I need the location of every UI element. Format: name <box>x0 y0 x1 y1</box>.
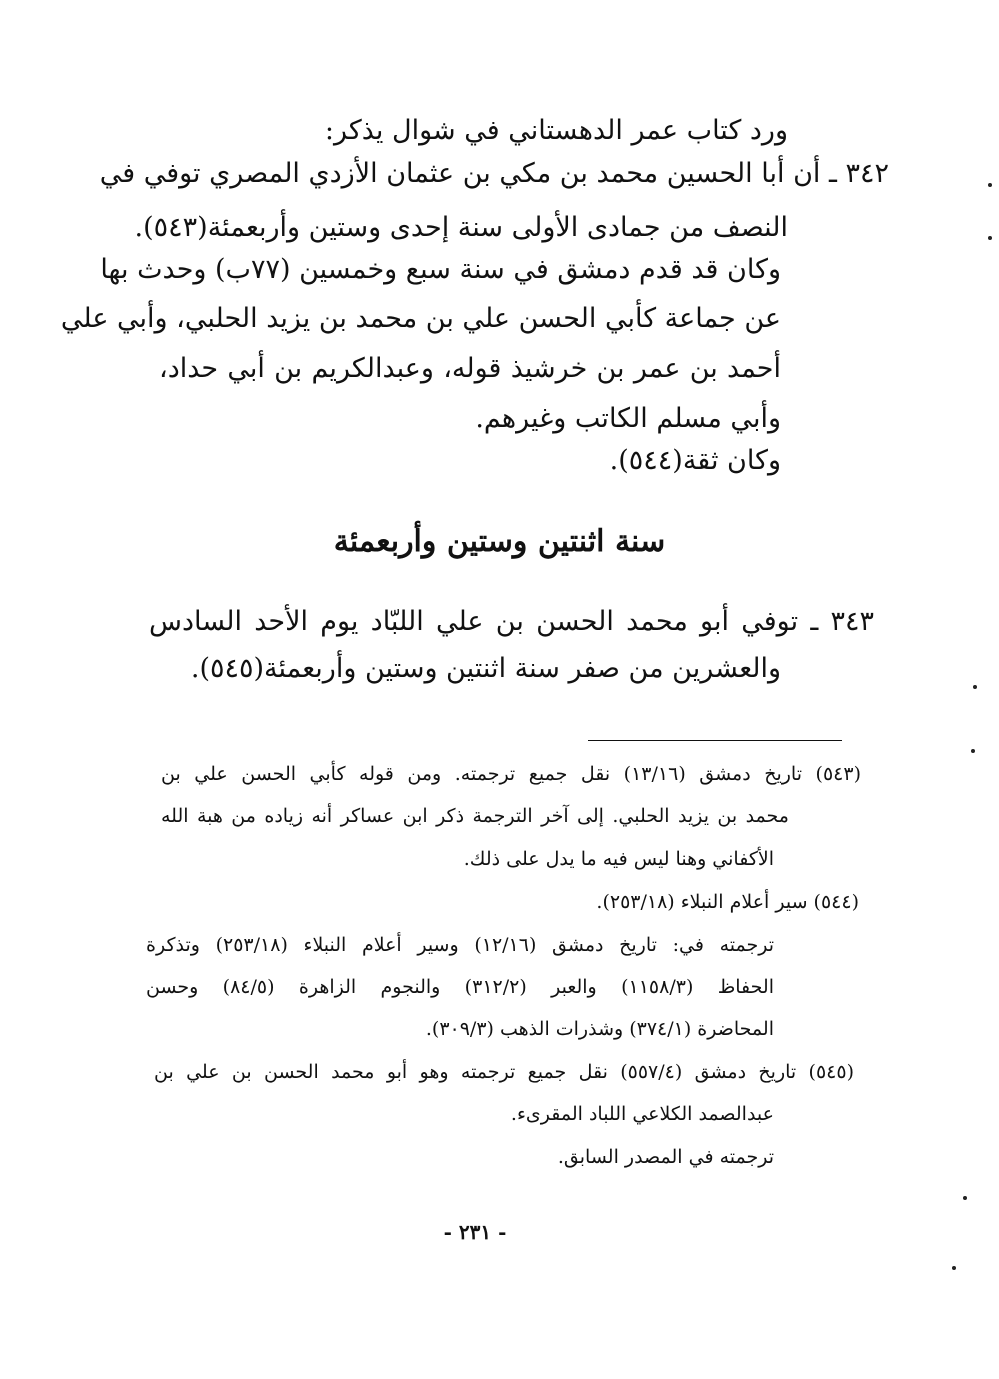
main-text-line-7: وأبي مسلم الكاتب وغيرهم. <box>475 403 781 434</box>
main-text-line-5: عن جماعة كأبي الحسن علي بن محمد بن يزيد الحلبي، وأبي علي <box>60 303 781 334</box>
scan-speck <box>988 183 992 187</box>
section-text-line-1: ٣٤٣ ـ توفي أبو محمد الحسن بن علي اللبّاد يوم الأحد السادس <box>149 606 874 637</box>
scan-speck <box>971 749 975 753</box>
main-text-line-1: ورد كتاب عمر الدهستاني في شوال يذكر: <box>324 115 788 146</box>
footnote-line-10: ترجمته في المصدر السابق. <box>557 1146 774 1168</box>
footnote-line-9: عبدالصمد الكلاعي اللباد المقرىء. <box>510 1103 774 1125</box>
main-text-line-2: ٣٤٢ ـ أن أبا الحسين محمد بن مكي بن عثمان الأزدي المصري توفي في <box>99 158 889 189</box>
footnote-line-5: ترجمته في: تاريخ دمشق (١٢/١٦) وسير أعلام النبلاء (٢٥٣/١٨) وتذكرة <box>146 934 774 956</box>
page-number: - ٢٣١ - <box>443 1220 507 1244</box>
section-heading: سنة اثنتين وستين وأربعمئة <box>333 524 666 559</box>
footnote-separator <box>588 740 842 741</box>
scan-speck <box>952 1266 956 1270</box>
footnote-line-7: المحاضرة (٣٧٤/١) وشذرات الذهب (٣٠٩/٣). <box>425 1018 774 1040</box>
footnote-line-3: الأكفاني وهنا ليس فيه ما يدل على ذلك. <box>463 848 774 870</box>
scan-speck <box>963 1196 967 1200</box>
footnote-line-1: (٥٤٣) تاريخ دمشق (١٣/١٦) نقل جميع ترجمته. ومن قوله كأبي الحسن علي بن <box>161 763 861 785</box>
main-text-line-8: وكان ثقة(٥٤٤). <box>609 445 781 476</box>
section-text-line-2: والعشرين من صفر سنة اثنتين وستين وأربعمئة(٥٤٥). <box>190 653 781 684</box>
scan-speck <box>973 685 977 689</box>
scan-speck <box>988 236 992 240</box>
main-text-line-6: أحمد بن عمر بن خرشيذ قوله، وعبدالكريم بن أبي حداد، <box>159 353 781 384</box>
footnote-line-2: محمد بن يزيد الحلبي. إلى آخر الترجمة ذكر ابن عساكر أنه زياده من هبة الله <box>161 805 789 827</box>
footnote-line-6: الحفاظ (١١٥٨/٣) والعبر (٣١٢/٢) والنجوم الزاهرة (٨٤/٥) وحسن <box>146 976 774 998</box>
footnote-line-4: (٥٤٤) سير أعلام النبلاء (٢٥٣/١٨). <box>596 891 859 913</box>
footnote-line-8: (٥٤٥) تاريخ دمشق (٥٥٧/٤) نقل جميع ترجمته وهو أبو محمد الحسن بن علي بن <box>154 1061 854 1083</box>
main-text-line-3: النصف من جمادى الأولى سنة إحدى وستين وأربعمئة(٥٤٣). <box>134 212 788 243</box>
main-text-line-4: وكان قد قدم دمشق في سنة سبع وخمسين (٧٧ب) وحدث بها <box>100 254 781 285</box>
